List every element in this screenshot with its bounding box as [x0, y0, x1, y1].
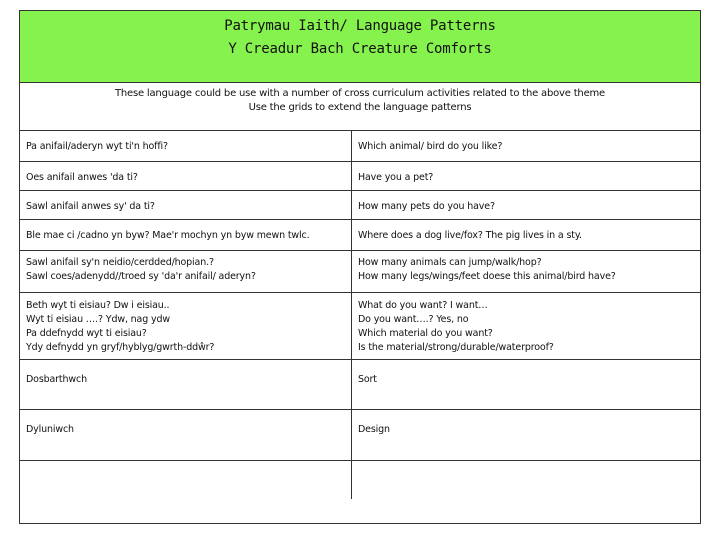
- empty-table-row: [20, 461, 700, 499]
- intro-section: [20, 83, 700, 131]
- english-phrase: How many animals can jump/walk/hop? How many legs/wings/feet doese this animal/bird have?: [358, 257, 616, 282]
- table-row: [20, 131, 700, 162]
- table-row: [20, 360, 700, 410]
- welsh-phrase: Beth wyt ti eisiau? Dw i eisiau.. Wyt ti eisiau ….? Ydw, nag ydw Pa ddefnydd wyt ti eisiau? Ydy defnydd yn gryf/hyblyg/gwrth-ddŵr?: [20, 293, 352, 359]
- intro-line-2: Use the grids to extend the language patterns: [248, 102, 472, 113]
- title-line-2: Y Creadur Bach Creature Comforts: [228, 41, 492, 57]
- table-row: [20, 191, 700, 220]
- english-phrase: Which animal/ bird do you like?: [358, 141, 503, 152]
- table-row: [20, 293, 700, 360]
- title-line-1: Patrymau Iaith/ Language Patterns: [224, 18, 496, 34]
- table-row: [20, 251, 700, 293]
- english-phrase: [352, 461, 700, 499]
- english-phrase: Have you a pet?: [358, 172, 434, 183]
- title-banner: [20, 11, 700, 83]
- english-phrase: Where does a dog live/fox? The pig lives in a sty.: [358, 230, 582, 241]
- welsh-phrase: Dosbarthwch: [20, 360, 352, 409]
- table-row: [20, 220, 700, 251]
- welsh-phrase: [20, 461, 352, 499]
- language-patterns-sheet: [19, 10, 701, 524]
- welsh-phrase: Sawl anifail anwes sy' da ti?: [20, 191, 352, 219]
- table-row: [20, 410, 700, 461]
- english-phrase: What do you want? I want… Do you want….? Yes, no Which material do you want? Is the material/strong/durable/waterproof?: [358, 300, 554, 353]
- english-phrase: Design: [358, 424, 390, 435]
- intro-line-1: These language could be use with a number of cross curriculum activities related to the above theme: [114, 88, 606, 99]
- welsh-phrase: Sawl anifail sy'n neidio/cerdded/hopian.? Sawl coes/adenydd//troed sy 'da'r anifail/ aderyn?: [20, 251, 352, 292]
- welsh-phrase: Oes anifail anwes 'da ti?: [20, 162, 352, 190]
- english-phrase: How many pets do you have?: [358, 201, 495, 212]
- welsh-phrase: Ble mae ci /cadno yn byw? Mae'r mochyn yn byw mewn twlc.: [20, 220, 352, 250]
- table-row: [20, 162, 700, 191]
- welsh-phrase: Dyluniwch: [20, 410, 352, 460]
- english-phrase: Sort: [358, 374, 377, 385]
- welsh-phrase: Pa anifail/aderyn wyt ti'n hoffi?: [20, 131, 352, 161]
